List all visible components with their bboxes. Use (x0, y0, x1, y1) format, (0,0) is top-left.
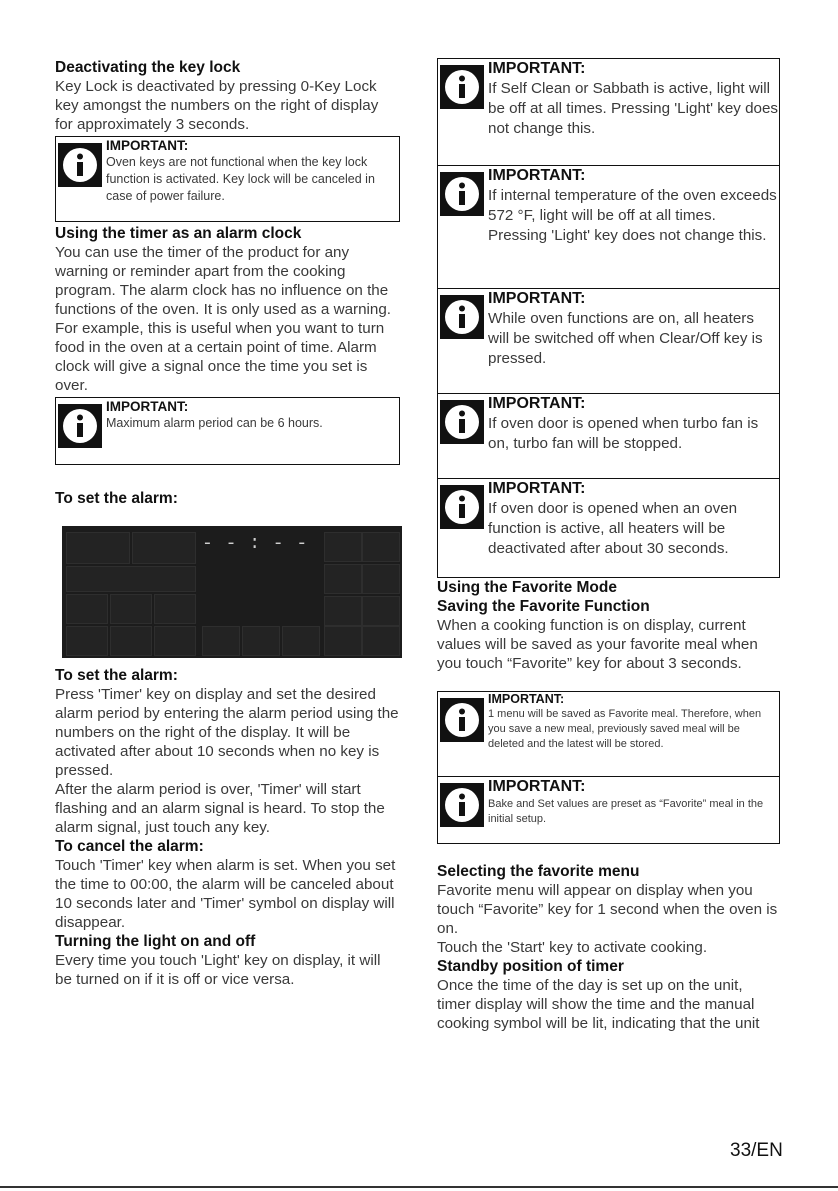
panel-key (154, 626, 196, 656)
page-number: 33/EN (730, 1140, 783, 1161)
important-text: Oven keys are not functional when the key lock function is activated. Key lock will be canceled in case of power failure. (106, 155, 375, 203)
info-icon (58, 143, 102, 187)
panel-key (362, 564, 400, 594)
alarmclock-heading: Using the timer as an alarm clock (55, 225, 302, 242)
important-box-temperature (437, 166, 780, 289)
important-title: IMPORTANT: (488, 290, 586, 307)
panel-key (324, 596, 362, 626)
panel-key (202, 626, 240, 656)
info-icon (440, 295, 484, 339)
info-icon (440, 172, 484, 216)
important-text: If internal temperature of the oven exceeds 572 °F, light will be off at all times. Pressing 'Light' key does not change this. (488, 187, 777, 244)
left-column (55, 58, 400, 989)
panel-key (110, 594, 152, 624)
alarmclock-text: You can use the timer of the product for any warning or reminder apart from the cooking program. The alarm clock has no influence on the functions of the oven. It is only used as a warning. For example, this is useful when you want to turn food in the oven at a certain point of time. Alarm clock will give a signal once the time you set is over. (55, 244, 392, 394)
important-box-oven-door (437, 479, 780, 578)
setalarm-text-1: Press 'Timer' key on display and set the desired alarm period by entering the alarm period using the numbers on the right of the display. It will be activated after about 10 seconds when no key is pressed. (55, 686, 399, 779)
panel-key (66, 566, 196, 592)
important-box-keylock (55, 136, 400, 222)
light-text: Every time you touch 'Light' key on display, it will be turned on if it is off or vice versa. (55, 952, 381, 988)
bottom-rule (0, 1186, 838, 1188)
important-text: If oven door is opened when turbo fan is on, turbo fan will be stopped. (488, 415, 759, 452)
important-title: IMPORTANT: (106, 138, 189, 153)
info-icon (58, 404, 102, 448)
keylock-text: Key Lock is deactivated by pressing 0-Key Lock key amongst the numbers on the right of display for approximately 3 seconds. (55, 78, 379, 133)
save-favorite-text: When a cooking function is on display, current values will be saved as your favorite meal when you touch “Favorite” key for about 3 seconds. (437, 617, 758, 672)
important-title: IMPORTANT: (106, 399, 189, 414)
setalarm-heading-2: To set the alarm: (55, 667, 178, 684)
favorite-mode-heading: Using the Favorite Mode (437, 579, 617, 596)
info-icon (440, 65, 484, 109)
important-text: If Self Clean or Sabbath is active, light will be off at all times. Pressing 'Light' key does not change this. (488, 80, 779, 137)
panel-display: - - : - - (202, 534, 309, 554)
important-text: While oven functions are on, all heaters will be switched off when Clear/Off key is pressed. (488, 310, 763, 367)
panel-key (362, 626, 400, 656)
important-text: Bake and Set values are preset as “Favorite” meal in the initial setup. (488, 798, 764, 825)
important-text: 1 menu will be saved as Favorite meal. Therefore, when you save a new meal, previously saved meal will be deleted and the latest will be stored. (488, 708, 762, 750)
panel-key (282, 626, 320, 656)
panel-key (362, 596, 400, 626)
keylock-heading: Deactivating the key lock (55, 59, 241, 76)
panel-key (66, 626, 108, 656)
save-favorite-heading: Saving the Favorite Function (437, 598, 650, 615)
cancel-alarm-heading: To cancel the alarm: (55, 838, 204, 855)
panel-key (66, 532, 130, 564)
info-icon (440, 485, 484, 529)
important-title: IMPORTANT: (488, 480, 586, 497)
important-text: If oven door is opened when an oven function is active, all heaters will be deactivated after about 30 seconds. (488, 500, 738, 557)
panel-key (324, 564, 362, 594)
panel-key (132, 532, 196, 564)
important-box-turbo-fan (437, 394, 780, 479)
control-panel-image (62, 526, 402, 658)
select-favorite-text-2: Touch the 'Start' key to activate cooking. (437, 939, 708, 956)
standby-heading: Standby position of timer (437, 958, 624, 975)
important-text: Maximum alarm period can be 6 hours. (106, 416, 323, 430)
important-title: IMPORTANT: (488, 167, 586, 184)
select-favorite-text-1: Favorite menu will appear on display when you touch “Favorite” key for 1 second when the oven is on. (437, 882, 778, 937)
panel-key (324, 626, 362, 656)
important-box-alarm-max (55, 397, 400, 465)
important-box-clear-off (437, 289, 780, 394)
cancel-alarm-text: Touch 'Timer' key when alarm is set. When you set the time to 00:00, the alarm will be canceled about 10 seconds later and 'Timer' symbol on display will disappear. (55, 857, 396, 931)
right-column (437, 58, 780, 1033)
setalarm-text-2: After the alarm period is over, 'Timer' will start flashing and an alarm signal is heard. To stop the alarm signal, just touch any key. (55, 781, 385, 836)
important-box-favorite-preset (437, 777, 780, 844)
select-favorite-heading: Selecting the favorite menu (437, 863, 640, 880)
standby-text: Once the time of the day is set up on the unit, timer display will show the time and the manual cooking symbol will be lit, indicating that the unit (437, 977, 760, 1032)
panel-key (362, 532, 400, 562)
panel-key (110, 626, 152, 656)
important-box-favorite-save (437, 691, 780, 777)
panel-key (242, 626, 280, 656)
setalarm-heading-1: To set the alarm: (55, 490, 178, 507)
important-title: IMPORTANT: (488, 692, 565, 706)
important-title: IMPORTANT: (488, 395, 586, 412)
info-icon (440, 783, 484, 827)
light-heading: Turning the light on and off (55, 933, 256, 950)
important-title: IMPORTANT: (488, 778, 586, 795)
info-icon (440, 400, 484, 444)
panel-key (66, 594, 108, 624)
panel-key (154, 594, 196, 624)
important-title: IMPORTANT: (488, 60, 586, 77)
panel-key (324, 532, 362, 562)
important-box-selfclean (437, 58, 780, 166)
info-icon (440, 698, 484, 742)
